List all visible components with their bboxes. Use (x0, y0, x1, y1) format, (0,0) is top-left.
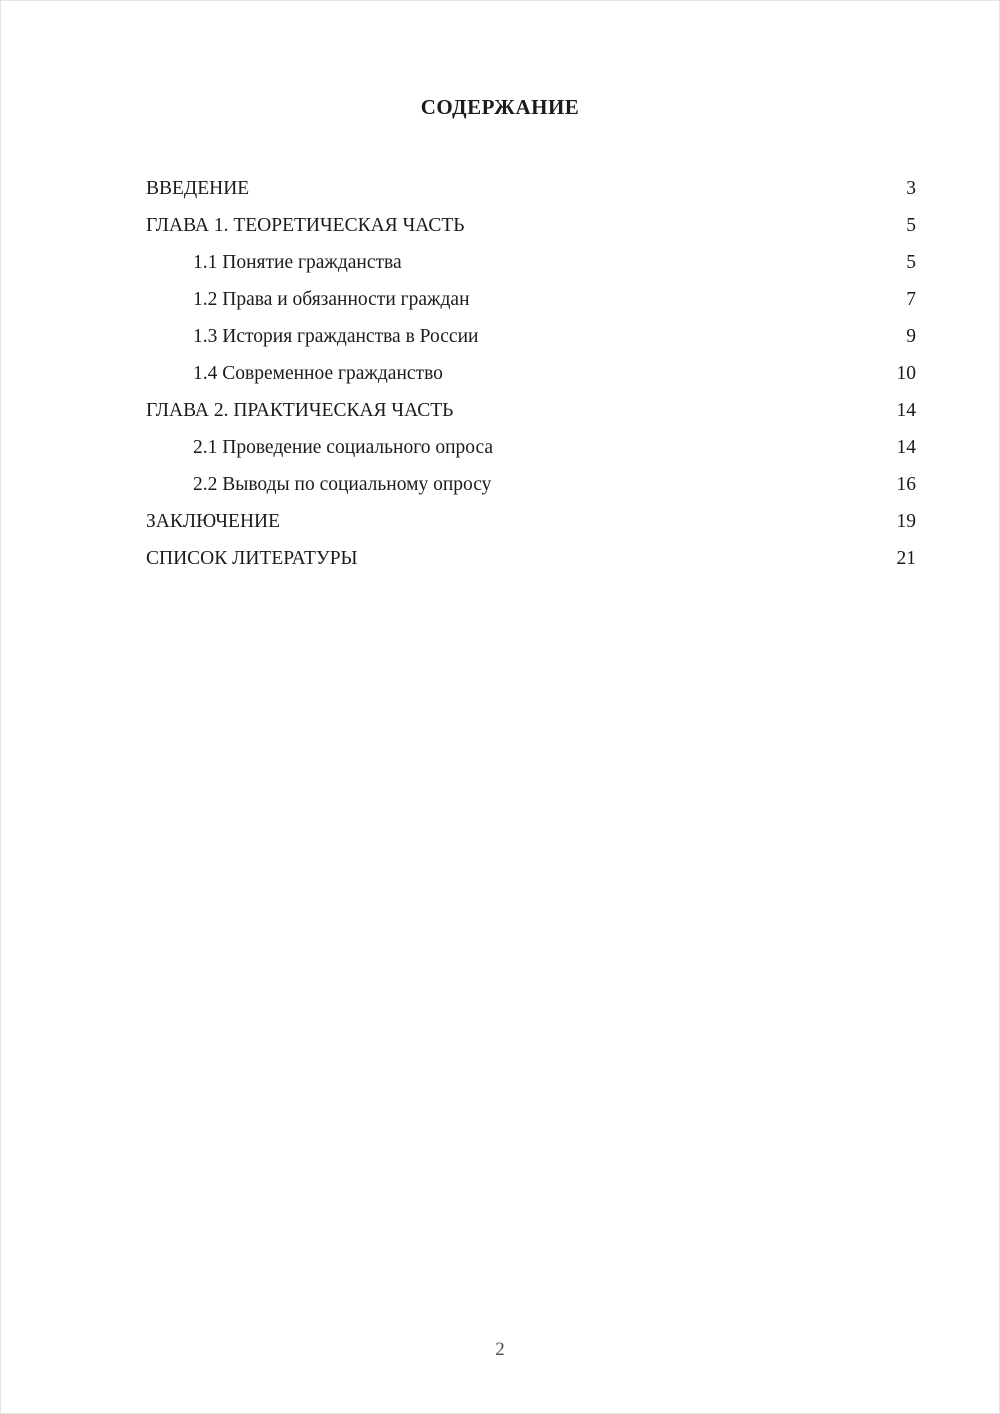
toc-entry-label: 1.1 Понятие гражданства (193, 252, 402, 273)
toc-entry-page-number: 21 (896, 548, 916, 569)
toc-entry-page-number: 3 (906, 178, 916, 199)
toc-entry-page-number: 5 (906, 252, 916, 273)
toc-entry-conclusion (146, 503, 916, 540)
toc-entry-chapter-2 (146, 392, 916, 429)
toc-entry-label: СПИСОК ЛИТЕРАТУРЫ (146, 548, 358, 569)
footer-page-number: 2 (495, 1339, 505, 1360)
toc-entry-chapter-1 (146, 207, 916, 244)
toc-entry-1-1 (146, 244, 916, 281)
toc-entry-label: ВВЕДЕНИЕ (146, 178, 250, 199)
toc-entry-page-number: 19 (896, 511, 916, 532)
toc-entry-page-number: 5 (906, 215, 916, 236)
toc-entry-bibliography (146, 540, 916, 577)
table-of-contents (1, 170, 999, 577)
toc-entry-page-number: 14 (896, 400, 916, 421)
toc-entry-page-number: 10 (896, 363, 916, 384)
toc-entry-page-number: 7 (906, 289, 916, 310)
toc-entry-2-1 (146, 429, 916, 466)
toc-entry-label: 2.2 Выводы по социальному опросу (193, 474, 492, 495)
toc-entry-label: ГЛАВА 2. ПРАКТИЧЕСКАЯ ЧАСТЬ (146, 400, 454, 421)
toc-entry-1-3 (146, 318, 916, 355)
toc-entry-introduction (146, 170, 916, 207)
toc-entry-page-number: 16 (896, 474, 916, 495)
toc-entry-1-4 (146, 355, 916, 392)
toc-entry-label: 2.1 Проведение социального опроса (193, 437, 494, 458)
toc-entry-label: ГЛАВА 1. ТЕОРЕТИЧЕСКАЯ ЧАСТЬ (146, 215, 465, 236)
toc-entry-page-number: 14 (896, 437, 916, 458)
toc-entry-label: 1.4 Современное гражданство (193, 363, 443, 384)
toc-entry-label: 1.3 История гражданства в России (193, 326, 479, 347)
toc-entry-label: 1.2 Права и обязанности граждан (193, 289, 470, 310)
toc-entry-1-2 (146, 281, 916, 318)
toc-entry-2-2 (146, 466, 916, 503)
toc-entry-label: ЗАКЛЮЧЕНИЕ (146, 511, 281, 532)
page-title: СОДЕРЖАНИЕ (420, 95, 580, 119)
toc-entry-page-number: 9 (906, 326, 916, 347)
